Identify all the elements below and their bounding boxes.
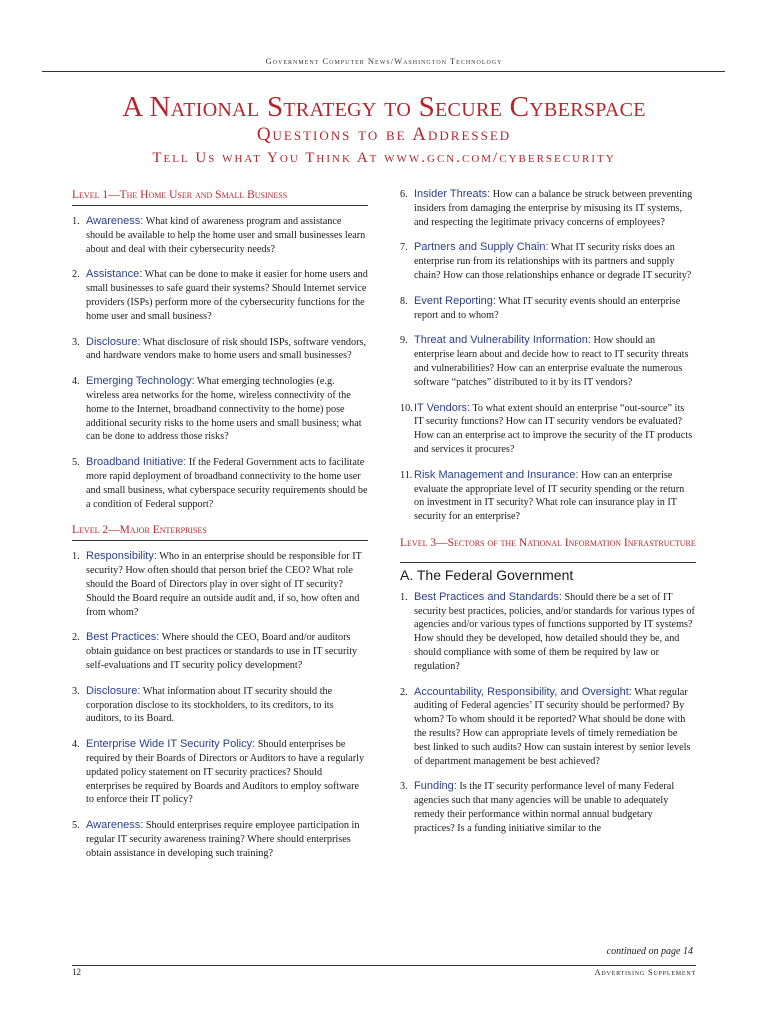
running-head: Government Computer News/Washington Technology: [265, 56, 503, 66]
question-topic: Funding:: [414, 780, 457, 793]
question-item: [400, 188, 696, 229]
question-topic: IT Vendors:: [414, 401, 471, 414]
question-text: Is the IT security performance level of many Federal agencies such that many agencies will be unable to adequately remedy their performance within normal annual budgetary practices? Is a funding initiative similar to the: [414, 781, 675, 834]
question-item: [72, 456, 368, 511]
question-topic: Best Practices and Standards:: [414, 590, 562, 603]
question-item: [72, 631, 368, 672]
right-column: [400, 188, 696, 847]
page-subtitle: Questions to be Addressed: [256, 124, 512, 145]
question-number: 3.: [400, 781, 408, 793]
footer-label: Advertising Supplement: [594, 967, 696, 977]
question-topic: Emerging Technology:: [86, 375, 195, 388]
question-number: 1.: [400, 591, 408, 603]
question-text: How can a balance be struck between preventing insiders from damaging the enterprise by misusing its IT systems, and respecting the legitimate privacy concerns of employees?: [414, 189, 693, 228]
level-2-heading: Level 2—Major Enterprises: [72, 523, 368, 541]
question-item: [72, 336, 368, 364]
question-number: 5.: [72, 457, 80, 469]
question-topic: Responsibility:: [86, 550, 157, 563]
page-tagline: Tell Us what You Think At www.gcn.com/cybersecurity: [152, 150, 616, 166]
page-title: A National Strategy to Secure Cyberspace: [122, 91, 646, 123]
question-item: [72, 738, 368, 807]
question-topic: Enterprise Wide IT Security Policy:: [86, 738, 256, 751]
question-text: What emerging technologies (e.g. wireless area networks for the home, wireless connectivity of the home to the Internet, broadband connectivity to the home) pose additional security risks to the home users and small business; what can be done to address those risks?: [86, 376, 362, 443]
question-text: What disclosure of risk should ISPs, software vendors, and hardware vendors make to home users and small businesses?: [86, 336, 367, 362]
question-item: [72, 550, 368, 619]
question-text: Should enterprises require employee participation in regular IT security awareness training? Where should enterprises obtain assistance in developing such training?: [86, 820, 360, 859]
question-text: What IT security events should an enterprise report and to whom?: [414, 295, 681, 321]
question-number: 2.: [72, 269, 80, 281]
question-number: 2.: [400, 686, 408, 698]
question-text: Should there be a set of IT security best practices, policies, and/or standards for various types of agencies and/or various types of functions supported by IT systems? How should they be developed, how detailed should they be, and should compliance with some of them be required by law or regulation?: [414, 591, 695, 672]
question-number: 2.: [72, 632, 80, 644]
question-item: [72, 268, 368, 323]
question-topic: Assistance:: [86, 268, 143, 281]
level-3-heading: Level 3—Sectors of the National Information Infrastructure: [400, 536, 696, 549]
question-topic: Disclosure:: [86, 335, 141, 348]
section-a-heading: A. The Federal Government: [400, 562, 696, 583]
question-item: [400, 295, 696, 323]
question-number: 6.: [400, 189, 408, 200]
question-item: [400, 469, 696, 524]
question-topic: Disclosure:: [86, 684, 141, 697]
question-number: 1.: [72, 551, 80, 563]
question-number: 9.: [400, 335, 408, 347]
page-number: 12: [72, 967, 81, 977]
question-item: [72, 819, 368, 860]
question-topic: Broadband Initiative:: [86, 456, 187, 469]
footer-rule: [72, 965, 696, 966]
question-topic: Best Practices:: [86, 631, 160, 644]
question-number: 1.: [72, 216, 80, 227]
question-text: What IT security risks does an enterprise run from its relationships with its partners and supply chain? How can those relationships enhance or degrade IT security?: [414, 242, 692, 281]
question-item: [400, 591, 696, 674]
question-item: [72, 685, 368, 726]
question-topic: Awareness:: [86, 819, 144, 832]
question-item: [400, 686, 696, 769]
question-topic: Threat and Vulnerability Information:: [414, 334, 591, 347]
question-text: Should enterprises be required by their Boards of Directors or Auditors to have a regularly updated policy statement on IT security practices? Should enterprises be required by Boards and Auditors to employ software to enforce their IT policy?: [86, 739, 365, 806]
question-number: 4.: [72, 376, 80, 388]
question-item: [400, 241, 696, 282]
question-topic: Risk Management and Insurance:: [414, 468, 579, 481]
question-item: [72, 215, 368, 256]
question-item: [400, 780, 696, 835]
question-number: 10.: [400, 402, 413, 414]
question-topic: Event Reporting:: [414, 294, 496, 307]
question-item: [400, 402, 696, 457]
level-1-heading: Level 1—The Home User and Small Business: [72, 188, 368, 206]
question-number: 8.: [400, 295, 408, 307]
question-number: 4.: [72, 739, 80, 751]
question-text: To what extent should an enterprise “out-source” its IT security functions? How can IT security vendors be evaluated? How can an enterprise act to improve the security of the IT products and services it procures?: [414, 402, 693, 455]
question-topic: Partners and Supply Chain:: [414, 241, 549, 254]
question-item: [72, 375, 368, 444]
question-topic: Accountability, Responsibility, and Oversight:: [414, 685, 632, 698]
question-text: What kind of awareness program and assistance should be available to help the home user and small businesses learn about and deal with their cybersecurity needs?: [86, 216, 366, 255]
question-item: [400, 334, 696, 389]
question-text: Who in an enterprise should be responsible for IT security? How often should that person brief the CEO? What role should the Board of Directors play in over sight of IT security? Should the Board require an outside audit and, if so, how often and from whom?: [86, 551, 362, 618]
question-topic: Awareness:: [86, 215, 144, 227]
question-number: 5.: [72, 820, 80, 832]
question-number: 7.: [400, 242, 408, 254]
question-number: 3.: [72, 336, 80, 348]
question-text: What information about IT security should the corporation disclose to its stockholders, to its creditors, to its auditors, to its Board.: [86, 685, 334, 725]
question-text: What can be done to make it easier for home users and small businesses to safe guard their systems? Should Internet service providers (ISPs) perform more of the cybersecurity functions for the home user and small business?: [86, 269, 368, 322]
question-text: If the Federal Government acts to facilitate more rapid deployment of broadband connectivity to the home user and small business, what cyberspace security requirements should be a condition of Federal support?: [86, 457, 368, 510]
question-topic: Insider Threats:: [414, 188, 491, 200]
title-block: [0, 92, 768, 168]
header-rule: [42, 71, 725, 72]
question-text: What regular auditing of Federal agencies’ IT security should be performed? By whom? To whom should it be reported? What should be done with the results? How can appropriate levels of timely remediation be best linked to such audits? How can sustain interest by senior levels of department management be best achieved?: [414, 686, 691, 767]
left-column: [72, 188, 368, 872]
question-number: 11.: [400, 469, 413, 481]
question-text: How should an enterprise learn about and decide how to react to IT security threats and vulnerabilities? How can an enterprise evaluate the numerous software “patches” distributed to it by its IT vendors?: [414, 335, 689, 388]
question-text: How can an enterprise evaluate the appropriate level of IT security spending or the return on investment in IT security? What role can insurance play in IT security for an enterprise?: [414, 469, 685, 523]
question-text: Where should the CEO, Board and/or auditors obtain guidance on best practices or standards to use in IT security self-evaluations and IT security policy development?: [86, 632, 358, 671]
continued-note: continued on page 14: [606, 946, 693, 957]
question-number: 3.: [72, 685, 80, 697]
